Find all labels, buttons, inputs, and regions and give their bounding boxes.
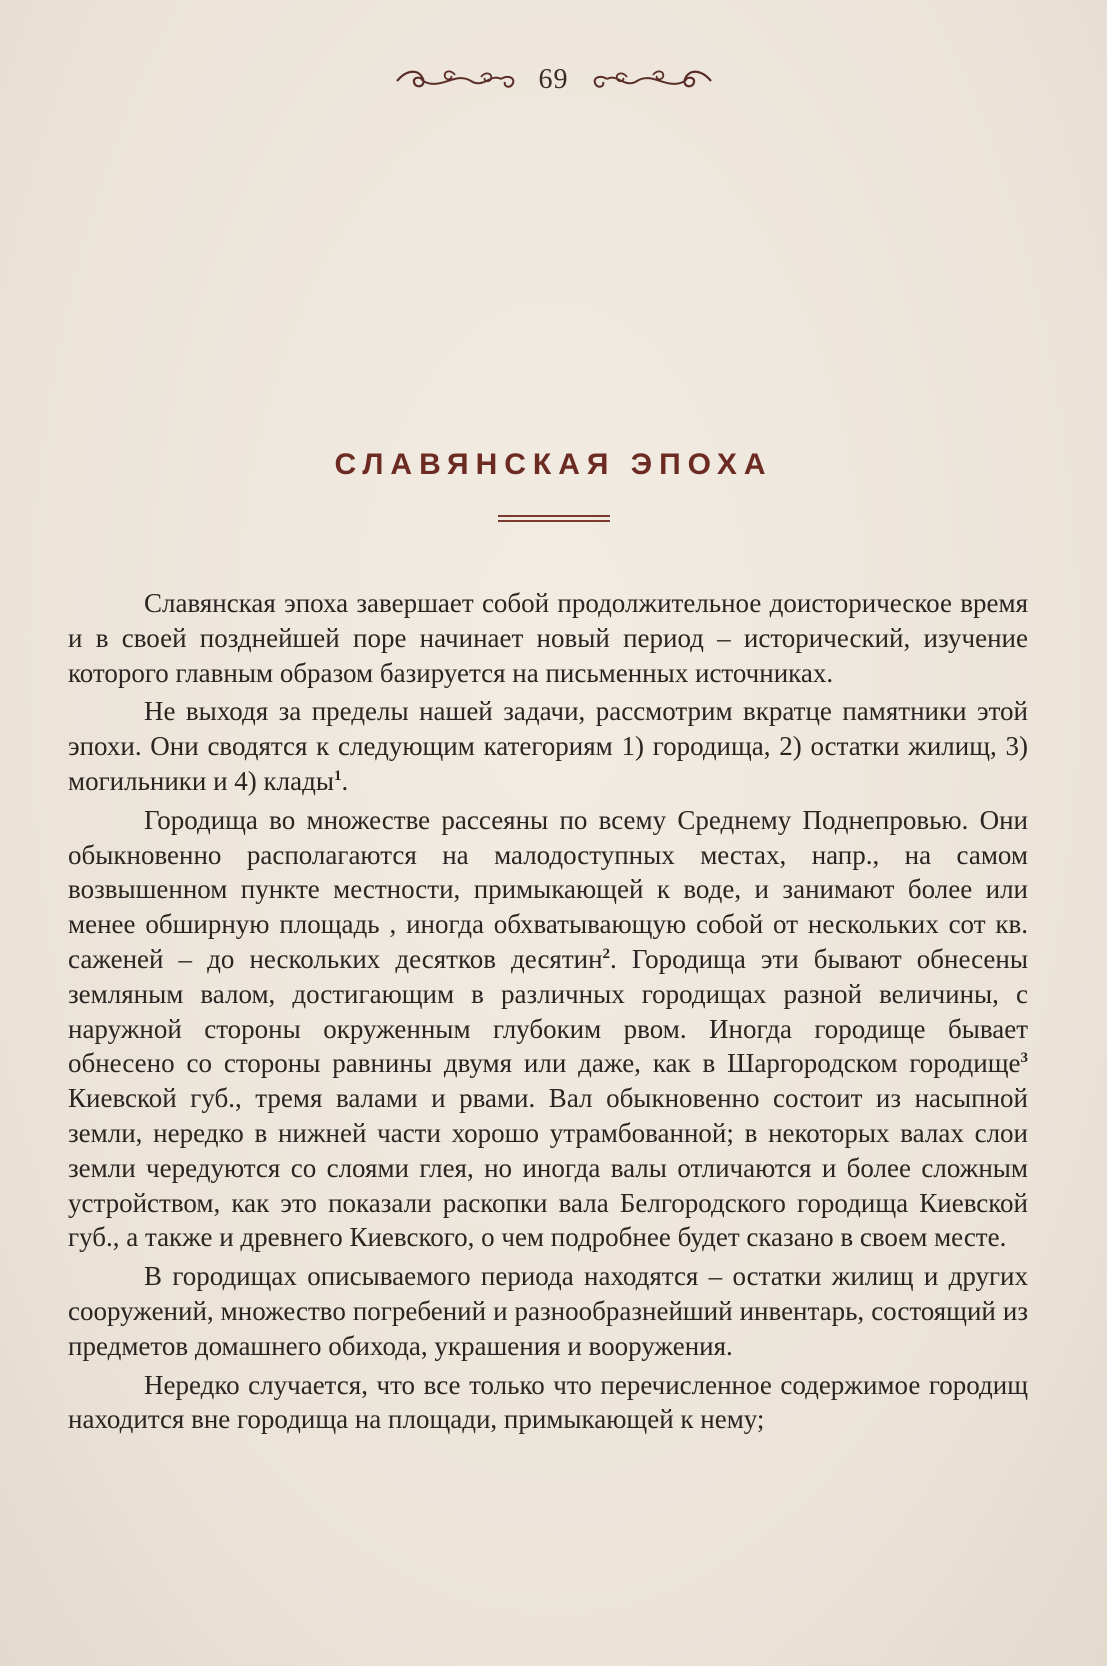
paragraph bbox=[68, 803, 1028, 1255]
right-flourish-ornament bbox=[587, 65, 715, 95]
title-double-rule bbox=[498, 515, 610, 524]
left-flourish-ornament bbox=[393, 65, 521, 95]
body-text bbox=[68, 586, 1028, 1441]
page-number: 69 bbox=[538, 64, 569, 95]
paragraph-text: Не выходя за пределы нашей задачи, рассмотрим вкратце памятники этой эпохи. Они сводятся к следующим категориям 1) городища, 2) остатки жилищ, 3) могильники и 4) клады bbox=[68, 696, 1028, 796]
paragraph bbox=[68, 1368, 1028, 1438]
paragraph-text: Нередко случается, что все только что перечисленное содержимое городищ находится вне городища на площади, примыкающей к нему; bbox=[68, 1369, 1028, 1435]
paragraph-text: Городища во множестве рассеяны по всему Среднему Поднепровью. Они обыкновенно располагаются на малодоступных местах, напр., на самом возвышенном пункте местности, примыкающей к воде, и занимают более или менее обширную площадь , иногда обхватывающую собой от нескольких сот кв. саженей – до нескольких десятков десятин bbox=[68, 804, 1028, 974]
paragraph-text: . Городища эти бывают обнесены земляным валом, достигающим в различных городищах разной величины, с наружной стороны окруженным глубоким рвом. Иногда городище бывает обнесено со стороны равнины двумя или даже, как в Шаргородском городище bbox=[68, 943, 1028, 1079]
paragraph bbox=[68, 586, 1028, 690]
paragraph-text: . bbox=[341, 765, 349, 796]
footnote-marker[interactable]: 3 bbox=[1020, 1050, 1028, 1067]
footnote-marker[interactable]: 1 bbox=[334, 767, 342, 784]
page-header bbox=[0, 58, 1107, 102]
paragraph bbox=[68, 694, 1028, 798]
paragraph-text: Славянская эпоха завершает собой продолжительное доисторическое время и в своей позднейшей поре начинает новый период – исторический, изучение которого главным образом базируется на письменных источниках. bbox=[68, 588, 1028, 688]
paragraph-text: В городищах описываемого периода находятся – остатки жилищ и других сооружений, множество погребений и разнообразнейший инвентарь, состоящий из предметов домашнего обихода, украшения и вооружения. bbox=[68, 1261, 1028, 1361]
paragraph-text: Киевской губ., тремя валами и рвами. Вал обыкновенно состоит из насыпной земли, нередко в нижней части хорошо утрамбованной; в некоторых валах слои земли чередуются со слоями глея, но иногда валы отличаются и более сложным устройством, как это показали раскопки вала Белгородского городища Киевской губ., а также и древнего Киевского, о чем подробнее будет сказано в своем месте. bbox=[68, 1083, 1028, 1253]
footnote-marker[interactable]: 2 bbox=[602, 945, 611, 962]
chapter-title: СЛАВЯНСКАЯ ЭПОХА bbox=[334, 448, 773, 481]
paragraph bbox=[68, 1259, 1028, 1363]
